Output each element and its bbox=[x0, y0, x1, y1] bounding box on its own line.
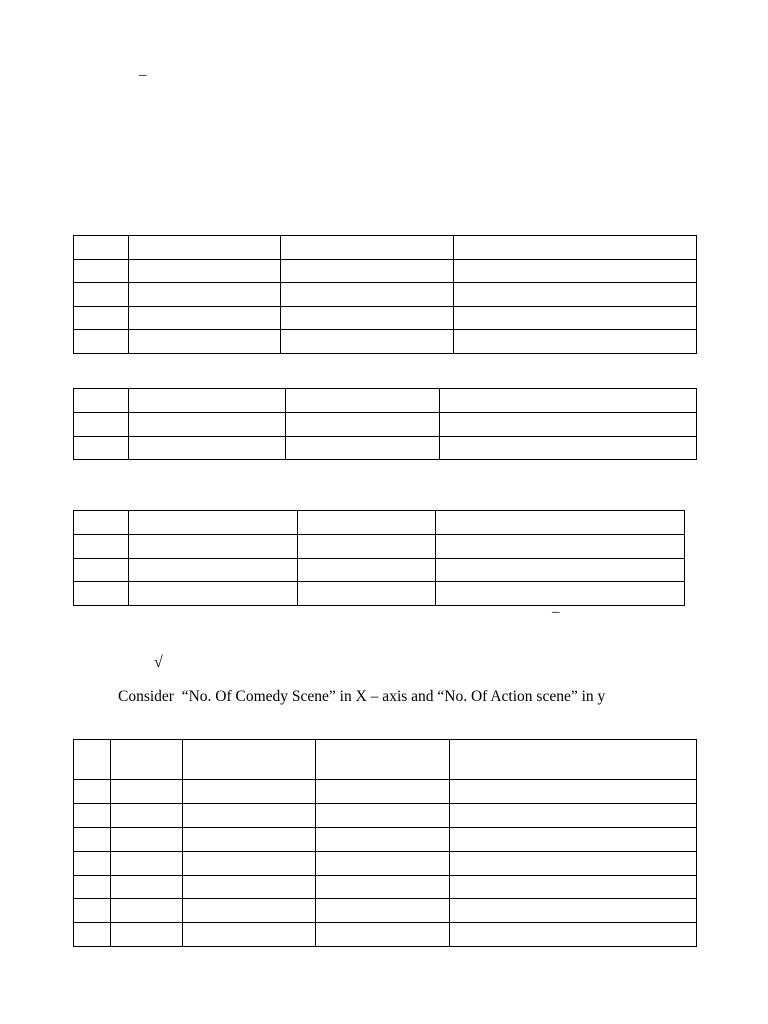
table-row bbox=[74, 236, 697, 260]
table-cell bbox=[111, 827, 183, 851]
table-cell bbox=[129, 330, 281, 354]
table-cell bbox=[316, 827, 450, 851]
table-cell bbox=[454, 306, 697, 330]
table-1 bbox=[73, 235, 697, 354]
table-cell bbox=[74, 236, 129, 260]
table-cell bbox=[74, 511, 129, 535]
table-cell bbox=[183, 899, 316, 923]
table-cell bbox=[129, 436, 286, 460]
table-cell bbox=[316, 923, 450, 947]
table-cell bbox=[440, 436, 697, 460]
table-row bbox=[74, 780, 697, 804]
square-root-symbol: √ bbox=[154, 654, 163, 671]
table-row bbox=[74, 436, 697, 460]
table-cell bbox=[183, 851, 316, 875]
table-row bbox=[74, 851, 697, 875]
table-cell bbox=[286, 389, 440, 413]
table-cell bbox=[129, 412, 286, 436]
table-cell bbox=[74, 582, 129, 606]
table-cell bbox=[74, 306, 129, 330]
table-cell bbox=[111, 875, 183, 899]
table-cell bbox=[436, 534, 685, 558]
table-cell bbox=[111, 740, 183, 780]
table-cell bbox=[450, 827, 697, 851]
overbar-mark-top: – bbox=[139, 67, 147, 83]
table-cell bbox=[74, 412, 129, 436]
table-cell bbox=[450, 740, 697, 780]
table-row bbox=[74, 389, 697, 413]
table-cell bbox=[281, 306, 454, 330]
table-cell bbox=[298, 558, 436, 582]
table-row bbox=[74, 283, 697, 307]
axis-instruction-text: Consider “No. Of Comedy Scene” in X – axis and “No. Of Action scene” in y bbox=[118, 688, 606, 705]
table-row bbox=[74, 558, 685, 582]
table-cell bbox=[111, 851, 183, 875]
table-cell bbox=[454, 236, 697, 260]
table-row bbox=[74, 259, 697, 283]
table-cell bbox=[450, 875, 697, 899]
table-cell bbox=[74, 330, 129, 354]
table-cell bbox=[440, 389, 697, 413]
table-cell bbox=[454, 283, 697, 307]
table-cell bbox=[450, 923, 697, 947]
table-cell bbox=[111, 899, 183, 923]
table-cell bbox=[74, 259, 129, 283]
table-row bbox=[74, 899, 697, 923]
table-cell bbox=[74, 534, 129, 558]
table-row bbox=[74, 827, 697, 851]
table-cell bbox=[316, 780, 450, 804]
table-cell bbox=[74, 780, 111, 804]
table-cell bbox=[74, 803, 111, 827]
table-cell bbox=[436, 582, 685, 606]
table-cell bbox=[129, 511, 298, 535]
table-cell bbox=[316, 740, 450, 780]
table-cell bbox=[454, 259, 697, 283]
table-cell bbox=[111, 923, 183, 947]
table-cell bbox=[316, 899, 450, 923]
table-cell bbox=[129, 236, 281, 260]
table-cell bbox=[281, 236, 454, 260]
table-cell bbox=[316, 875, 450, 899]
table-cell bbox=[183, 827, 316, 851]
overbar-mark-mid: – bbox=[552, 604, 560, 620]
table-cell bbox=[129, 389, 286, 413]
table-cell bbox=[316, 803, 450, 827]
table-cell bbox=[298, 582, 436, 606]
table-cell bbox=[440, 412, 697, 436]
table-cell bbox=[74, 827, 111, 851]
table-cell bbox=[436, 558, 685, 582]
table-cell bbox=[129, 558, 298, 582]
table-cell bbox=[183, 803, 316, 827]
table-cell bbox=[74, 851, 111, 875]
table-2 bbox=[73, 388, 697, 460]
table-cell bbox=[111, 803, 183, 827]
table-cell bbox=[281, 283, 454, 307]
table-cell bbox=[316, 851, 450, 875]
table-cell bbox=[74, 283, 129, 307]
table-cell bbox=[454, 330, 697, 354]
table-cell bbox=[298, 534, 436, 558]
table-cell bbox=[74, 558, 129, 582]
table-row bbox=[74, 306, 697, 330]
table-cell bbox=[74, 389, 129, 413]
table-row bbox=[74, 412, 697, 436]
table-row bbox=[74, 875, 697, 899]
table-cell bbox=[281, 330, 454, 354]
table-cell bbox=[298, 511, 436, 535]
table-cell bbox=[74, 436, 129, 460]
table-row bbox=[74, 534, 685, 558]
table-row bbox=[74, 923, 697, 947]
table-cell bbox=[183, 780, 316, 804]
table-cell bbox=[286, 436, 440, 460]
table-cell bbox=[74, 875, 111, 899]
table-cell bbox=[129, 306, 281, 330]
table-cell bbox=[129, 534, 298, 558]
table-cell bbox=[450, 851, 697, 875]
table-cell bbox=[129, 283, 281, 307]
table-cell bbox=[74, 899, 111, 923]
table-4 bbox=[73, 739, 697, 947]
table-row bbox=[74, 330, 697, 354]
table-cell bbox=[450, 803, 697, 827]
table-cell bbox=[74, 740, 111, 780]
table-cell bbox=[111, 780, 183, 804]
table-row bbox=[74, 803, 697, 827]
table-cell bbox=[450, 899, 697, 923]
table-3 bbox=[73, 510, 685, 606]
table-cell bbox=[450, 780, 697, 804]
table-row bbox=[74, 582, 685, 606]
table-header-row bbox=[74, 740, 697, 780]
table-cell bbox=[183, 740, 316, 780]
table-cell bbox=[129, 582, 298, 606]
table-row bbox=[74, 511, 685, 535]
table-cell bbox=[436, 511, 685, 535]
table-cell bbox=[183, 875, 316, 899]
table-cell bbox=[129, 259, 281, 283]
table-cell bbox=[281, 259, 454, 283]
table-cell bbox=[286, 412, 440, 436]
table-cell bbox=[74, 923, 111, 947]
table-cell bbox=[183, 923, 316, 947]
